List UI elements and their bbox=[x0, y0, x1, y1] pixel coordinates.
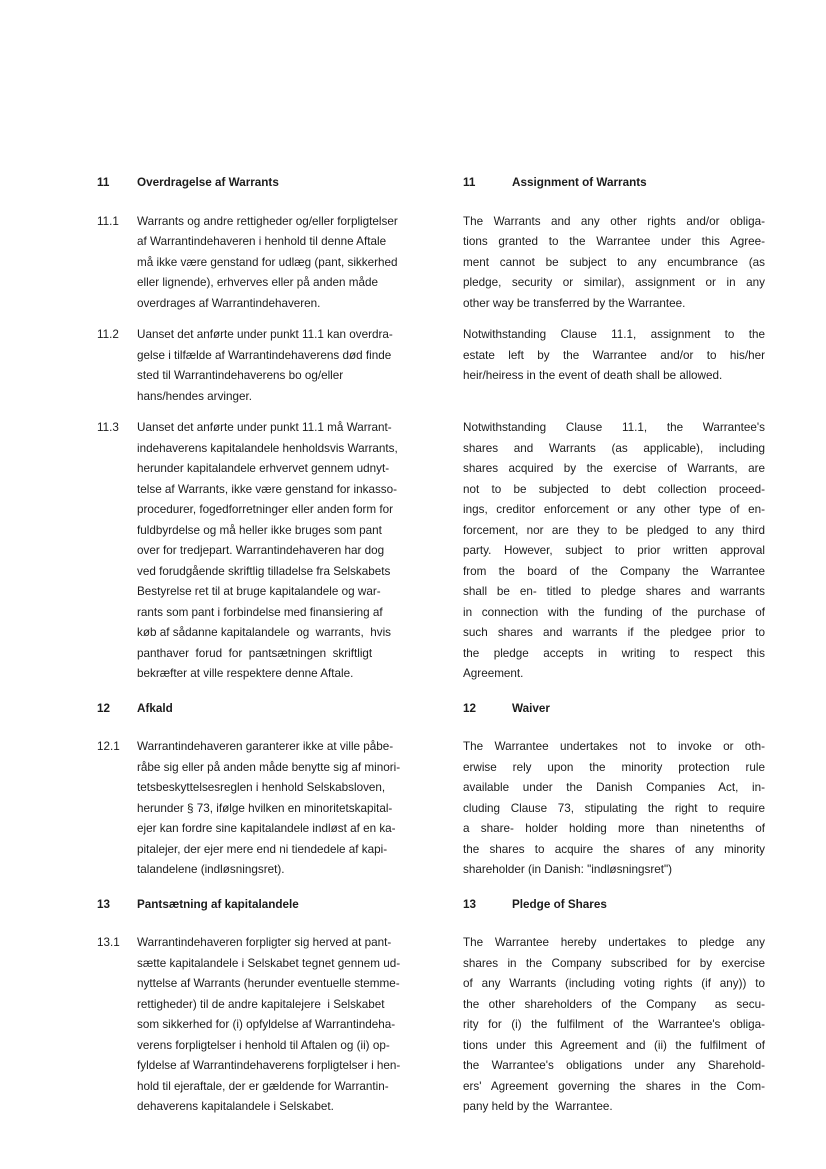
text-line: Notwithstanding Clause 11.1, assignment to the bbox=[463, 328, 765, 341]
clause-danish bbox=[97, 212, 447, 315]
section-heading-row bbox=[97, 699, 765, 720]
text-line: råbe sig eller på anden måde benytte sig af minori- bbox=[137, 760, 401, 774]
section-heading-english bbox=[463, 173, 765, 194]
text-line: pledge, security or similar), assignment or in any bbox=[463, 276, 765, 289]
text-line: The Warrants and any other rights and/or obliga- bbox=[463, 214, 765, 228]
section-number: 11 bbox=[97, 176, 110, 189]
clause-row bbox=[97, 325, 765, 407]
text-line: cluding Clause 73, stipulating the right to require bbox=[463, 801, 765, 815]
text-line: fyldelse af Warrantindehaverens forpligtelser i hen- bbox=[137, 1059, 401, 1072]
clause-text-english bbox=[463, 325, 765, 407]
text-line: pany held by the Warrantee. bbox=[463, 1100, 613, 1113]
text-line: som sikkerhed for (i) opfyldelse af Warrantindeha- bbox=[137, 1018, 396, 1031]
text-line: tetsbeskyttelsesreglen i henhold Selskabsloven, bbox=[137, 781, 386, 794]
text-line: Bestyrelse ret til at bruge kapitalandele og war- bbox=[137, 585, 381, 598]
text-line: eller lignende), erhverves eller på anden måde bbox=[137, 276, 379, 289]
clause-text-danish bbox=[137, 418, 447, 685]
text-line: må ikke være genstand for udlæg (pant, sikkerhed bbox=[137, 255, 398, 269]
clause-text-english bbox=[463, 418, 765, 685]
text-line: sætte kapitalandele i Selskabet tegnet gennem ud- bbox=[137, 956, 401, 970]
text-line: herunder § 73, ifølge hvilken en minoritetskapital- bbox=[137, 801, 393, 815]
text-line: of any Warrants (including voting rights (if any)) to bbox=[463, 977, 765, 990]
text-line: køb af sådanne kapitalandele og warrants, hvis bbox=[137, 626, 392, 639]
text-line: gelse i tilfælde af Warrantindehaverens død finde bbox=[137, 348, 392, 362]
text-line: such shares and warrants if the pledgee prior to bbox=[463, 626, 765, 639]
text-line: tions under this Agreement and (ii) the fulfilment of bbox=[463, 1038, 765, 1052]
section-number: 13 bbox=[97, 897, 111, 911]
clause-row bbox=[97, 212, 765, 315]
text-line: herunder kapitalandele erhvervet gennem udnyt- bbox=[137, 462, 390, 475]
clause-text-english bbox=[463, 212, 765, 315]
clause-text-danish bbox=[137, 212, 447, 315]
clause-danish bbox=[97, 418, 447, 685]
clause-number: 11.1 bbox=[97, 214, 119, 228]
section-number: 11 bbox=[463, 176, 476, 189]
text-line: shareholder (in Danish: "indløsningsret") bbox=[463, 863, 673, 876]
text-line: shares and Warrants (as applicable), including bbox=[463, 441, 765, 455]
text-line: estate left by the Warrantee and/or to his/her bbox=[463, 348, 765, 362]
section-title: Pantsætning af kapitalandele bbox=[137, 897, 299, 911]
clause-number: 11.2 bbox=[97, 328, 119, 341]
text-line: heir/heiress in the event of death shall be allowed. bbox=[463, 369, 723, 382]
text-line: Notwithstanding Clause 11.1, the Warrantee's bbox=[463, 421, 765, 434]
clause-text-english bbox=[463, 737, 765, 881]
text-line: The Warrantee hereby undertakes to pledge any bbox=[463, 936, 765, 949]
clause-row bbox=[97, 418, 765, 685]
clause-number: 13.1 bbox=[97, 936, 120, 949]
text-line: telse af Warrants, ikke være genstand for inkasso- bbox=[137, 482, 398, 496]
text-line: nyttelse af Warrants (herunder eventuelle stemme- bbox=[137, 977, 400, 990]
clause-text-english bbox=[463, 933, 765, 1118]
clause-number: 11.3 bbox=[97, 421, 119, 434]
section-title: Assignment of Warrants bbox=[512, 176, 647, 189]
text-line: other way be transferred by the Warrantee. bbox=[463, 296, 686, 310]
clause-text-danish bbox=[137, 325, 447, 407]
text-line: procedurer, fogedforretninger eller anden form for bbox=[137, 503, 393, 516]
text-line: forcement, nor are they to be pledged to any third bbox=[463, 523, 765, 537]
text-line: ings, creditor enforcement or any other type of en- bbox=[463, 503, 765, 516]
text-line: pitalejer, der ejer mere end ni tiendedele af kapi- bbox=[137, 842, 388, 856]
text-line: hans/hendes arvinger. bbox=[137, 389, 253, 403]
clause-text-danish bbox=[137, 737, 447, 881]
section-title: Overdragelse af Warrants bbox=[137, 176, 279, 189]
text-line: the Warrantee's obligations under any Sharehold- bbox=[463, 1059, 765, 1072]
text-line: ved forudgående skriftlig tilladelse fra Selskabets bbox=[137, 564, 391, 578]
text-line: from the board of the Company the Warrantee bbox=[463, 564, 765, 578]
text-line: over for tredjepart. Warrantindehaveren har dog bbox=[137, 544, 385, 557]
section-number: 12 bbox=[463, 701, 477, 715]
text-line: Uanset det anførte under punkt 11.1 kan overdra- bbox=[137, 328, 393, 341]
section-heading-row bbox=[97, 173, 765, 194]
text-line: overdrages af Warrantindehaveren. bbox=[137, 296, 321, 310]
text-line: tions granted to the Warrantee under this Agree- bbox=[463, 235, 765, 248]
text-line: bekræfter at ville respektere denne Aftale. bbox=[137, 667, 354, 680]
clause-text-danish bbox=[137, 933, 447, 1118]
clause-danish bbox=[97, 737, 447, 881]
text-line: rity for (i) the fulfilment of the Warrantee's obliga- bbox=[463, 1018, 765, 1031]
section-heading-danish bbox=[97, 173, 447, 194]
clause-row bbox=[97, 737, 765, 881]
section-heading-english bbox=[463, 895, 765, 916]
clause-row bbox=[97, 933, 765, 1118]
text-line: ejer kan fordre sine kapitalandele indløst af en ka- bbox=[137, 822, 396, 835]
text-line: in connection with the funding of the purchase of bbox=[463, 605, 765, 619]
text-line: erwise rely upon the minority protection rule bbox=[463, 760, 765, 774]
text-line: party. However, subject to prior written approval bbox=[463, 544, 765, 557]
text-line: sted til Warrantindehaverens bo og/eller bbox=[137, 369, 344, 382]
text-line: the pledge accepts in writing to respect this bbox=[463, 646, 765, 660]
text-line: available under the Danish Companies Act, in- bbox=[463, 781, 765, 794]
section-title: Afkald bbox=[137, 701, 173, 715]
section-heading-row bbox=[97, 895, 765, 916]
clause-danish bbox=[97, 325, 447, 407]
text-line: a share- holder holding more than ninetenths of bbox=[463, 822, 765, 835]
text-line: The Warrantee undertakes not to invoke or oth- bbox=[463, 740, 765, 753]
text-line: Agreement. bbox=[463, 667, 524, 680]
text-line: talandelene (indløsningsret). bbox=[137, 863, 285, 876]
text-line: ers' Agreement governing the shares in the Com- bbox=[463, 1079, 765, 1093]
text-line: dehaverens kapitalandele i Selskabet. bbox=[137, 1100, 334, 1113]
text-line: af Warrantindehaveren i henhold til denne Aftale bbox=[137, 235, 387, 248]
text-line: shares acquired by the exercise of Warrants, are bbox=[463, 462, 765, 475]
text-line: the shares to acquire the shares of any minority bbox=[463, 842, 765, 856]
text-line: fuldbyrdelse og må heller ikke bruges som pant bbox=[137, 523, 382, 537]
clause-number: 12.1 bbox=[97, 740, 120, 753]
section-heading-danish bbox=[97, 895, 447, 916]
text-line: shares in the Company subscribed for by exercise bbox=[463, 956, 765, 970]
document-body bbox=[97, 173, 765, 1118]
text-line: the other shareholders of the Company as secu- bbox=[463, 997, 765, 1011]
section-heading-english bbox=[463, 699, 765, 720]
text-line: Warrantindehaveren forpligter sig herved at pant- bbox=[137, 936, 392, 949]
text-line: Uanset det anførte under punkt 11.1 må Warrant- bbox=[137, 421, 392, 434]
text-line: panthaver forud for pantsætningen skriftligt bbox=[137, 646, 373, 660]
section-title: Pledge of Shares bbox=[512, 897, 607, 911]
text-line: rants som pant i forbindelse med finansiering af bbox=[137, 605, 383, 619]
text-line: verens forpligtelser i henhold til Aftalen og (ii) op- bbox=[137, 1038, 390, 1052]
text-line: Warrants og andre rettigheder og/eller forpligtelser bbox=[137, 214, 398, 228]
section-number: 13 bbox=[463, 897, 477, 911]
section-heading-danish bbox=[97, 699, 447, 720]
text-line: Warrantindehaveren garanterer ikke at ville påbe- bbox=[137, 740, 394, 753]
clause-danish bbox=[97, 933, 447, 1118]
section-title: Waiver bbox=[512, 701, 550, 715]
text-line: rettigheder) til de andre kapitalejere i Selskabet bbox=[137, 997, 385, 1011]
text-line: shall be en- titled to pledge shares and warrants bbox=[463, 585, 765, 598]
text-line: hold til ejeraftale, der er gældende for Warrantin- bbox=[137, 1079, 389, 1093]
text-line: indehaverens kapitalandele henholdsvis Warrants, bbox=[137, 441, 398, 455]
text-line: not to be subjected to debt collection proceed- bbox=[463, 482, 765, 496]
text-line: ment cannot be subject to any encumbrance (as bbox=[463, 255, 765, 269]
section-number: 12 bbox=[97, 701, 111, 715]
